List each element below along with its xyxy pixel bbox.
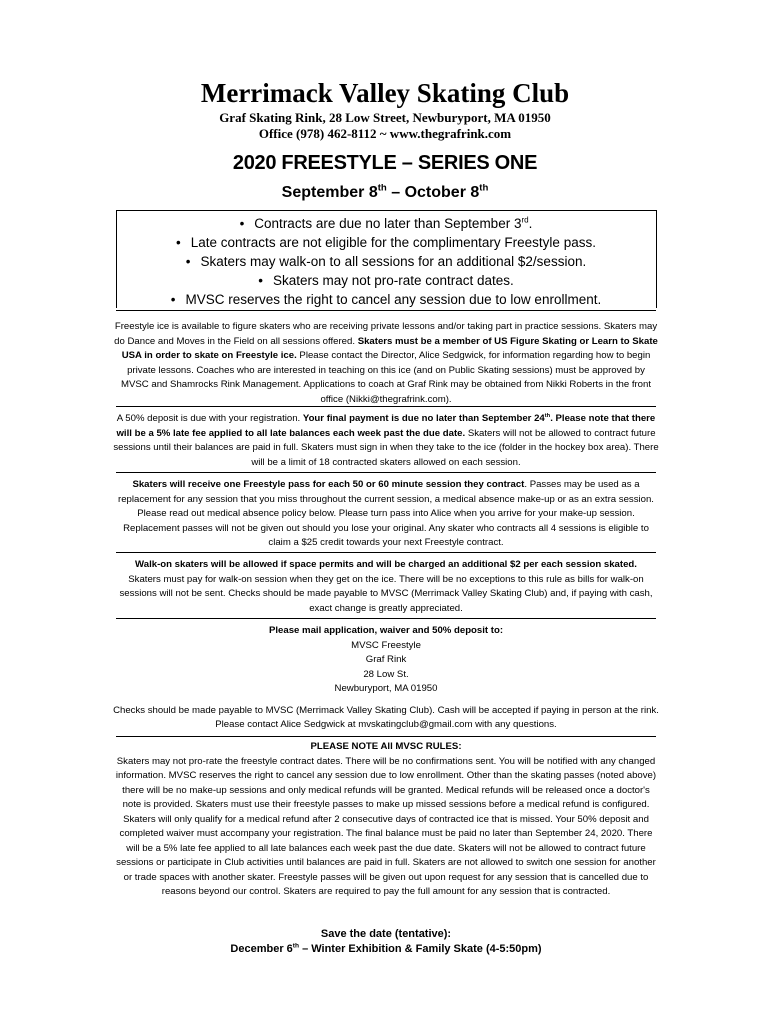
- walk-on-section: [112, 558, 660, 616]
- eligibility-section: [112, 320, 660, 407]
- walk-on-text: Skaters must pay for walk-on session when they get on the ice. There will be no exceptions to this rule as bills for walk-on sessions will not be sent. Checks should be made payable to MVSC (Merrimack Valley Skating Club) and, if paying with cash, exact change is greatly appreciated.: [119, 573, 653, 614]
- list-item: [116, 271, 656, 290]
- bullet-sup: rd: [521, 215, 529, 225]
- list-item: [116, 290, 656, 309]
- checks-note: Checks should be made payable to MVSC (Merrimack Valley Skating Club). Cash will be accepted if paying in person at the rink. Please contact Alice Sedgwick at mvskatingclub@gmail.com with any questions.: [113, 704, 659, 730]
- rules-text: Skaters may not pro-rate the freestyle contract dates. There will be no confirmations sent. You will be notified with any changed information. MVSC reserves the right to cancel any session due to low enrollment. Other than the skating passes (noted above) there will be no make-up sessions and only medical refunds will be granted. Medical refunds will be released once a doctor's note is provided. Skaters must use their freestyle passes to make up missed sessions before a medical refund is configured. Skaters will only qualify for a medical refund after 2 consecutive days of contracted ice that is missed. Your 50% deposit and completed waiver must accompany your registration. The final balance must be paid no later than September 24, 2020. There will be a 5% late fee applied to all late balances each week past the due date. Skaters will not be allowed to contract future sessions or participate in Club activities until balances are paid in full. Skaters are not allowed to switch one session for another or trade spaces with another skater. Freestyle passes will be given out upon request for any session that is cancelled due to reasons beyond our control. Skaters are required to pay the full amount for any session that is contracted.: [115, 755, 657, 897]
- late-fee-note: . Please note that there will be a 5% late fee applied to all late balances each week past the due date.: [116, 413, 656, 439]
- divider: [116, 406, 656, 407]
- bullet-icon: •: [239, 216, 245, 231]
- club-name: Merrimack Valley Skating Club: [200, 78, 570, 108]
- eligibility-text: Freestyle ice is available to figure skaters who are receiving private lessons and/or taking part in practice sessions. Skaters may do Dance and Moves in the Field on all sessions offered.: [114, 321, 658, 347]
- eligibility-requirement: Skaters must be a member of US Figure Skating or Learn to Skate USA in order to skate on Freestyle ice.: [121, 335, 658, 361]
- bullet-icon: •: [185, 254, 191, 269]
- bullet-icon: •: [176, 235, 181, 250]
- event-description: – Winter Exhibition & Family Skate (4-5:50pm): [299, 943, 542, 955]
- box-top-rule: [116, 210, 656, 211]
- bullet-text: Skaters may not pro-rate contract dates.: [272, 273, 514, 288]
- box-right-rule: [656, 210, 657, 308]
- bullet-icon: •: [258, 273, 263, 288]
- divider: [116, 552, 656, 553]
- dates-start: September 8: [281, 184, 378, 201]
- final-payment-note: Your final payment is due no later than September 24: [302, 413, 545, 424]
- final-payment-sup: th: [544, 412, 551, 419]
- club-address: [0, 110, 770, 142]
- bullet-text: Late contracts are not eligible for the complimentary Freestyle pass.: [190, 235, 596, 250]
- divider: [116, 618, 656, 619]
- rules-section: [112, 740, 660, 900]
- freestyle-pass-heading: Skaters will receive one Freestyle pass for each 50 or 60 minute session they contract: [132, 479, 525, 490]
- list-item: [116, 252, 656, 271]
- list-item: [116, 214, 656, 233]
- bullet-tail: .: [528, 216, 533, 231]
- mail-address-line: MVSC Freestyle: [351, 639, 421, 651]
- walk-on-heading: Walk-on skaters will be allowed if space permits and will be charged an additional $2 per each session skated.: [135, 559, 637, 570]
- freestyle-pass-text: . Passes may be used as a replacement for any session that you miss throughout the current session, a medical absence make-up or as an extra session. Please read out medical absence policy below. Please turn pass into Alice when you arrive for your make-up session. Replacement passes will not be given out should you lose your original. Any skater who contracts all 4 sessions is eligible to claim a $25 credit towards your next Freestyle contract.: [118, 479, 654, 548]
- event-date-sup: th: [292, 942, 300, 950]
- bullet-text: MVSC reserves the right to cancel any session due to low enrollment.: [185, 292, 602, 307]
- key-points-list: [116, 214, 656, 309]
- rules-heading: PLEASE NOTE All MVSC RULES:: [310, 741, 462, 752]
- mail-address-line: Newburyport, MA 01950: [334, 683, 438, 694]
- mail-section: [112, 624, 660, 733]
- dates-start-sup: th: [377, 182, 387, 194]
- divider: [116, 310, 656, 311]
- event-date: December 6: [230, 943, 293, 955]
- save-date-event: [112, 942, 660, 957]
- deposit-text: A 50% deposit is due with your registration.: [116, 413, 303, 424]
- mail-address-line: Graf Rink: [365, 654, 407, 665]
- divider: [116, 736, 656, 737]
- series-dates: [0, 184, 770, 202]
- office-line: Office (978) 462-8112 ~ www.thegrafrink.com: [258, 126, 512, 141]
- dates-end-sup: th: [479, 182, 489, 194]
- bullet-icon: •: [170, 292, 176, 307]
- dates-end: – October 8: [386, 184, 480, 201]
- bullet-text: Skaters may walk-on to all sessions for an additional $2/session.: [200, 254, 587, 269]
- freestyle-pass-section: [112, 478, 660, 551]
- save-date-heading: Save the date (tentative):: [320, 928, 452, 940]
- bullet-text: Contracts are due no later than September 3: [254, 216, 522, 231]
- address-line: Graf Skating Rink, 28 Low Street, Newburyport, MA 01950: [219, 110, 551, 125]
- divider: [116, 472, 656, 473]
- deposit-text-2: Skaters will not be allowed to contract future sessions until their balances are paid in full. Skaters must sign in when they take to the ice (folder in the hockey box area). There will be a limit of 18 contracted skaters allowed on each session.: [113, 427, 659, 468]
- list-item: [116, 233, 656, 252]
- mail-heading: Please mail application, waiver and 50% deposit to:: [268, 625, 504, 636]
- mail-address-line: 28 Low St.: [363, 668, 409, 680]
- series-title: 2020 FREESTYLE – SERIES ONE: [232, 152, 538, 174]
- save-the-date-section: [112, 927, 660, 957]
- deposit-section: [112, 412, 660, 470]
- eligibility-text-2: Please contact the Director, Alice Sedgwick, for information regarding how to begin private lessons. Coaches who are interested in teaching on this ice (and on Public Skating sessions) must be approved by MVSC and Shamrocks Rink Management. Applications to coach at Graf Rink may be obtained from Nikki Roberts in the front office (Nikki@thegrafrink.com).: [120, 350, 652, 405]
